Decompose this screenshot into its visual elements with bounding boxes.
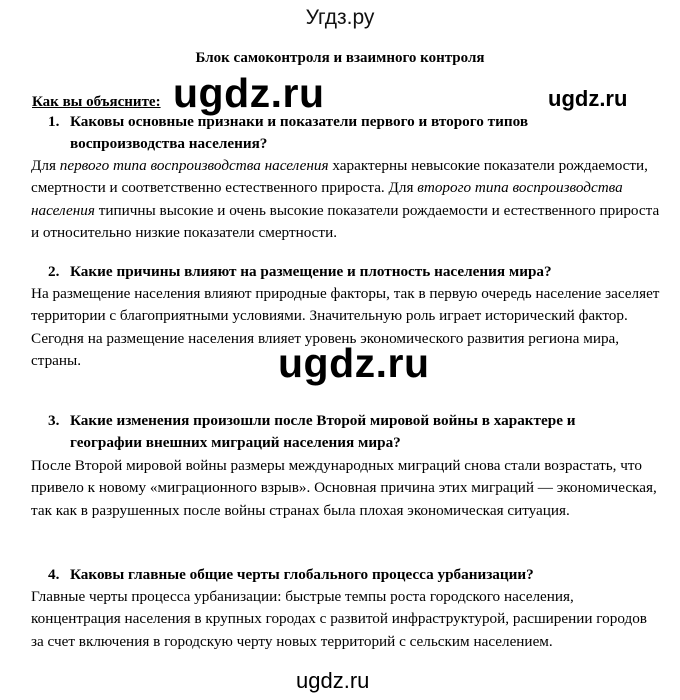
answer-1 [31, 155, 661, 244]
question-4 [48, 564, 534, 586]
watermark-right: ugdz.ru [548, 86, 628, 111]
question-text-line1: Какие изменения произошли после Второй мировой войны в характере и [70, 412, 576, 429]
question-text-line1: Каковы основные признаки и показатели первого и второго типов [70, 113, 529, 130]
watermark-footer: ugdz.ru [296, 668, 370, 693]
subheading: Как вы объясните: [32, 94, 161, 110]
answer-3: После Второй мировой войны размеры международных миграций снова стали возрастать, что привело к новому «миграционного взрыв». Основная причина этих миграций — экономическая, так как в разрушенных после войны странах была плохая экономическая ситуация. [31, 457, 657, 519]
question-number: 1. [48, 113, 60, 130]
answer-text: Для [31, 157, 60, 174]
question-2 [48, 261, 552, 283]
watermark-middle: ugdz.ru [278, 340, 430, 386]
answer-italic-term: первого типа воспроизводства населения [59, 157, 329, 174]
answer-4: Главные черты процесса урбанизации: быстрые темпы роста городского населения, концентрация населения в крупных городах с развитой инфраструктурой, расширении городов за счет включения в городскую черту новых территорий с сельским населением. [31, 588, 647, 650]
answer-text: характерны невысокие показатели рождаемости, смертности и соответственно естественного прироста. Для [31, 157, 648, 197]
answer-italic-term: второго типа воспроизводства населения [31, 179, 623, 219]
watermark-top: ugdz.ru [173, 70, 325, 116]
section-title: Блок самоконтроля и взаимного контроля [195, 50, 485, 66]
answer-2: На размещение населения влияют природные факторы, так в первую очередь население заселяет территории с благоприятными условиями. Значительную роль играет исторический фактор. Сегодня на размещение населения влияет уровень экономического развития региона мира, страны. [31, 285, 660, 369]
question-number: 2. [48, 263, 60, 280]
question-3 [48, 410, 576, 454]
question-text-line2: географии внешних миграций населения мира? [70, 434, 401, 451]
question-number: 4. [48, 566, 60, 583]
site-header: Угдз.ру [305, 6, 375, 29]
answer-text: типичны высокие и очень высокие показатели рождаемости и естественного прироста и относительно низкие показатели смертности. [31, 201, 660, 241]
question-text-line1: Каковы главные общие черты глобального процесса урбанизации? [70, 566, 534, 583]
question-text-line1: Какие причины влияют на размещение и плотность населения мира? [70, 263, 552, 280]
question-number: 3. [48, 412, 60, 429]
question-text-line2: воспроизводства населения? [70, 135, 268, 152]
question-1 [48, 111, 528, 155]
